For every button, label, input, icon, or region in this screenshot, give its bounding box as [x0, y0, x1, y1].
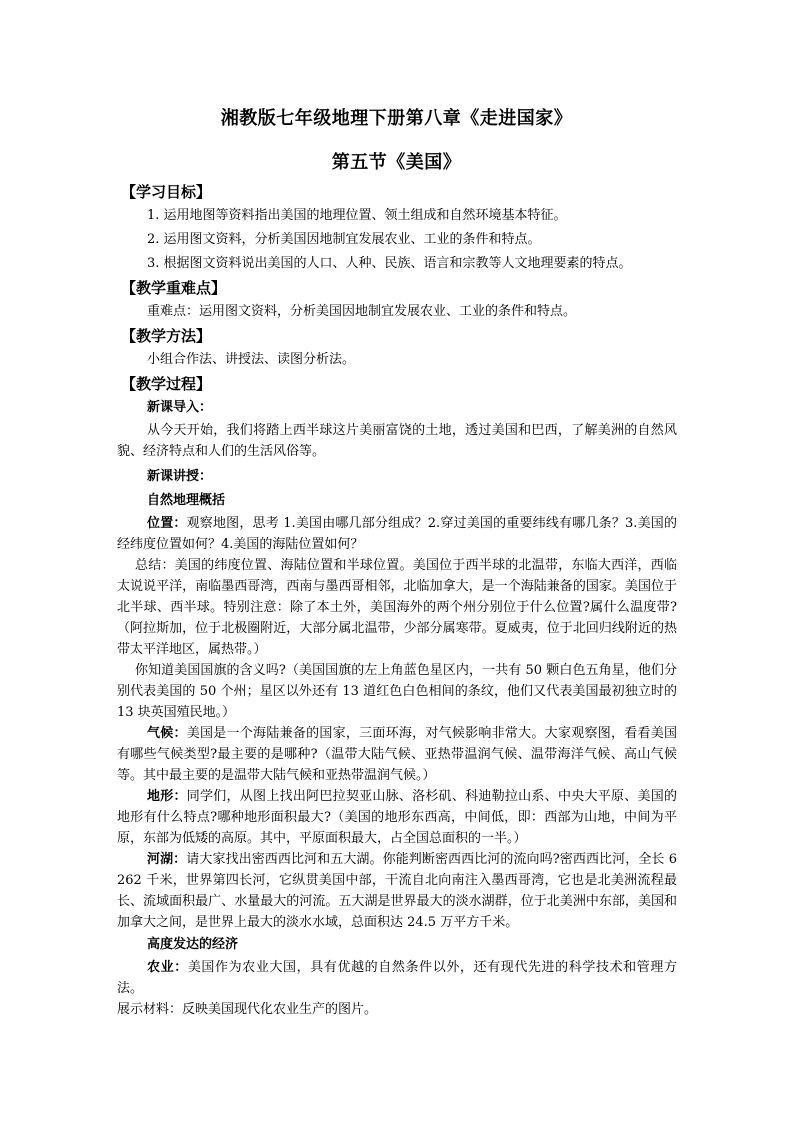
- climate-paragraph: [117, 723, 677, 786]
- position-label: 位置：: [147, 516, 187, 531]
- river-paragraph: [117, 849, 677, 933]
- climate-text: 美国是一个海陆兼备的国家，三面环海，对气候影响非常大。大家观察图，看看美国有哪些气候类型?最主要的是哪种?（温带大陆气候、亚热带温润气候、温带海洋气候、高山气候等。其中最主要的是温带大陆气候和亚热带温润气候。）: [117, 726, 677, 783]
- summary-paragraph: 总结：美国的纬度位置、海陆位置和半球位置。美国位于西半球的北温带，东临大西洋，西临太说说平洋，南临墨西哥湾，西南与墨西哥相邻，北临加拿大，是一个海陆兼备的国家。美国位于北半球、西半球。特别注意：除了本土外，美国海外的两个州分别位于什么位置?属什么温度带?（阿拉斯加，位于北极圈附近，大部分属北温带，少部分属寒带。夏威夷，位于北回归线附近的热带太平洋地区，属热带。）: [117, 558, 677, 657]
- agriculture-paragraph: [117, 957, 677, 999]
- objective-item: 3. 根据图文资料说出美国的人口、人种、民族、语言和宗教等人文地理要素的特点。: [147, 256, 632, 271]
- terrain-label: 地形：: [147, 789, 187, 804]
- key-points-text: 重难点：运用图文资料，分析美国因地制宜发展农业、工业的条件和特点。: [147, 304, 577, 319]
- flag-paragraph: 你知道美国国旗的含义吗?（美国国旗的左上角蓝色星区内，一共有 50 颗白色五角星，他们分别代表美国的 50 个州；星区以外还有 13 道红色白色相间的条纹，他们又代表美国最初独立时的 13 块英国殖民地。）: [117, 663, 677, 720]
- methods-text: 小组合作法、讲授法、读图分析法。: [147, 352, 356, 367]
- position-text: 观察地图，思考 1.美国由哪几部分组成？2.穿过美国的重要纬线有哪几条？3.美国的经纬度位置如何？4.美国的海陆位置如何？: [117, 516, 677, 552]
- key-points-heading: 【教学重难点】: [121, 279, 227, 297]
- intro-paragraph: 从今天开始，我们将踏上西半球这片美丽富饶的土地，透过美国和巴西，了解美洲的自然风貌、经济特点和人们的生活风俗等。: [117, 423, 677, 459]
- lecture-label: 新课讲授：: [147, 469, 213, 484]
- agriculture-label: 农业：: [147, 960, 188, 975]
- objectives-heading: 【学习目标】: [121, 183, 212, 201]
- methods-heading: 【教学方法】: [121, 327, 212, 345]
- objective-item: 1. 运用地图等资料指出美国的地理位置、领土组成和自然环境基本特征。: [147, 208, 567, 223]
- terrain-text: 同学们，从图上找出阿巴拉契亚山脉、洛杉矶、科迪勒拉山系、中央大平原、美国的地形有什么特点?哪种地形面积最大?（美国的地形东西高，中间低，即：西部为山地，中间为平原，东部为低矮的高原。其中，平原面积最大，占全国总面积的一半。）: [117, 789, 677, 846]
- document-body: [117, 180, 677, 1020]
- economy-heading: 高度发达的经济: [147, 937, 239, 952]
- intro-label: 新课导入：: [147, 400, 213, 415]
- nature-heading: 自然地理概括: [147, 493, 226, 508]
- agriculture-text: 美国作为农业大国，具有优越的自然条件以外，还有现代先进的科学技术和管理方法。: [117, 960, 677, 996]
- river-text: 请大家找出密西西比河和五大湖。你能判断密西西比河的流向吗?密西西比河，全长 6 262 千米，世界第四长河，它纵贯美国中部，干流自北向南注入墨西哥湾，它也是北美洲流程最长、流域面积最广、水量最大的河流。五大湖是世界最大的淡水湖群，位于北美洲中东部，美国和加拿大之间，是世界上最大的淡水水域，总面积达 24.5 万平方千米。: [117, 852, 677, 930]
- material-paragraph: 展示材料：反映美国现代化农业生产的图片。: [117, 1002, 378, 1017]
- position-paragraph: [117, 513, 677, 555]
- objective-item: 2. 运用图文资料，分析美国因地制宜发展农业、工业的条件和特点。: [147, 232, 541, 247]
- process-heading: 【教学过程】: [121, 375, 212, 393]
- terrain-paragraph: [117, 786, 677, 849]
- river-label: 河湖：: [147, 852, 187, 867]
- climate-label: 气候：: [147, 726, 187, 741]
- document-subtitle: 第五节《美国》: [331, 152, 462, 173]
- document-title: 湘教版七年级地理下册第八章《走进国家》: [220, 108, 573, 129]
